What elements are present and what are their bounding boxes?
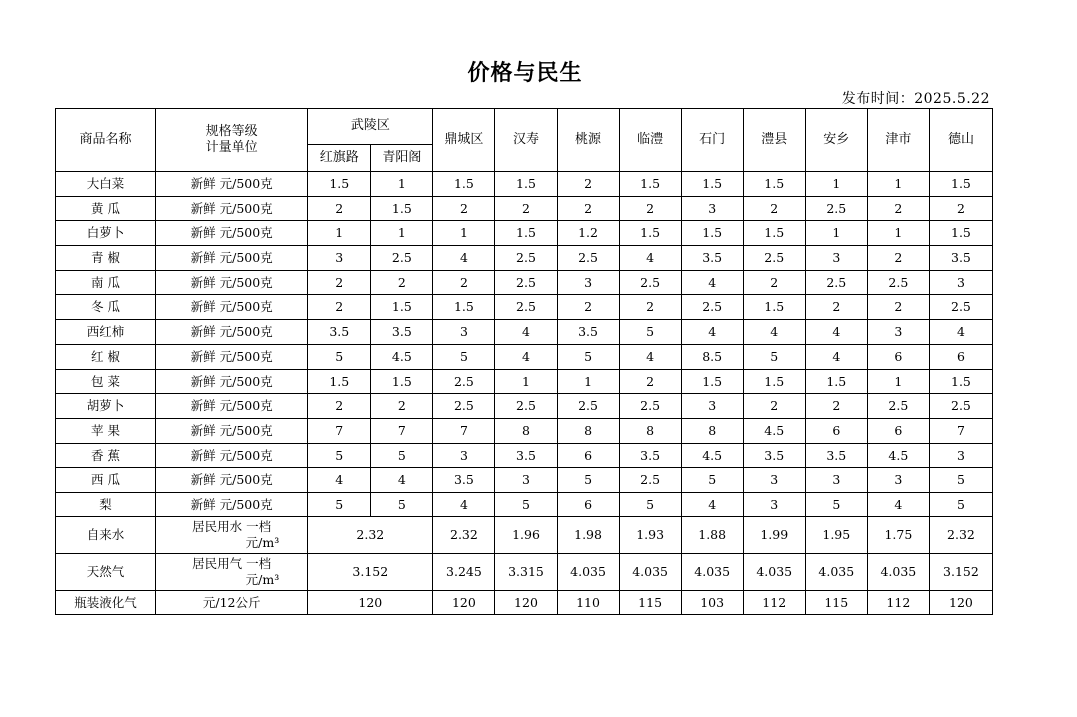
- cell-value: 3.5: [308, 320, 371, 345]
- cell-value: 2.5: [619, 270, 681, 295]
- cell-value: 8: [619, 418, 681, 443]
- cell-value: 4: [433, 246, 495, 271]
- cell-value: 5: [433, 344, 495, 369]
- cell-value: 1.5: [805, 369, 867, 394]
- cell-value: 2.32: [929, 516, 992, 553]
- cell-value: 6: [557, 443, 619, 468]
- row-spec: 新鲜 元/500克: [156, 270, 308, 295]
- cell-value: 112: [743, 590, 805, 614]
- row-name: 瓶装液化气: [56, 590, 156, 614]
- table-row: [56, 196, 993, 221]
- cell-value: 4: [929, 320, 992, 345]
- row-name: 红 椒: [56, 344, 156, 369]
- cell-value: 3: [495, 468, 557, 493]
- row-name: 自来水: [56, 516, 156, 553]
- row-spec: 新鲜 元/500克: [156, 246, 308, 271]
- row-spec: [156, 553, 308, 590]
- table-row: [56, 394, 993, 419]
- cell-value: 1.5: [433, 295, 495, 320]
- cell-value: 4: [495, 320, 557, 345]
- cell-value: 2: [619, 295, 681, 320]
- cell-value: 7: [371, 418, 433, 443]
- header-wuling: 武陵区: [308, 109, 433, 145]
- cell-value: 2: [371, 394, 433, 419]
- cell-value: 2: [308, 295, 371, 320]
- cell-value: 1.5: [619, 172, 681, 197]
- cell-value: 5: [308, 492, 371, 516]
- cell-merged-value: 2.32: [308, 516, 433, 553]
- table-row: [56, 492, 993, 516]
- header-region: 汉寿: [495, 109, 557, 172]
- cell-value: 4: [681, 270, 743, 295]
- cell-value: 112: [867, 590, 929, 614]
- cell-value: 120: [929, 590, 992, 614]
- cell-value: 2.5: [495, 270, 557, 295]
- cell-value: 1.5: [495, 172, 557, 197]
- cell-value: 5: [308, 443, 371, 468]
- cell-value: 2: [371, 270, 433, 295]
- cell-value: 3.5: [619, 443, 681, 468]
- cell-value: 2.5: [495, 295, 557, 320]
- cell-value: 2: [557, 196, 619, 221]
- cell-value: 2.5: [867, 270, 929, 295]
- cell-value: 1.5: [371, 196, 433, 221]
- cell-value: 120: [433, 590, 495, 614]
- row-spec-line1: 居民用气 一档: [192, 556, 272, 572]
- cell-value: 5: [743, 344, 805, 369]
- cell-value: 2: [743, 270, 805, 295]
- table-row: [56, 468, 993, 493]
- cell-value: 4: [371, 468, 433, 493]
- cell-value: 4: [867, 492, 929, 516]
- cell-value: 6: [805, 418, 867, 443]
- row-spec: 新鲜 元/500克: [156, 320, 308, 345]
- cell-value: 2: [557, 172, 619, 197]
- row-spec-unit: 元/m³: [245, 534, 280, 550]
- publish-time: 发布时间：2025.5.22: [841, 91, 990, 107]
- row-name: 大白菜: [56, 172, 156, 197]
- cell-value: 3: [433, 320, 495, 345]
- cell-value: 4.035: [805, 553, 867, 590]
- cell-value: 4.5: [681, 443, 743, 468]
- cell-value: 3: [805, 468, 867, 493]
- header-region: 安乡: [805, 109, 867, 172]
- cell-value: 2: [495, 196, 557, 221]
- row-spec: [156, 516, 308, 553]
- cell-value: 5: [619, 320, 681, 345]
- cell-value: 4: [805, 320, 867, 345]
- cell-value: 103: [681, 590, 743, 614]
- cell-value: 115: [619, 590, 681, 614]
- cell-value: 4: [743, 320, 805, 345]
- cell-value: 3.5: [371, 320, 433, 345]
- table-row: [56, 590, 993, 614]
- cell-value: 5: [308, 344, 371, 369]
- cell-value: 2.5: [805, 196, 867, 221]
- cell-value: 2: [867, 196, 929, 221]
- cell-merged-value: 3.152: [308, 553, 433, 590]
- cell-value: 2.5: [867, 394, 929, 419]
- header-region: 临澧: [619, 109, 681, 172]
- row-spec: 新鲜 元/500克: [156, 492, 308, 516]
- cell-value: 3: [743, 492, 805, 516]
- cell-value: 1: [867, 369, 929, 394]
- table-row: [56, 516, 993, 553]
- cell-value: 3.152: [929, 553, 992, 590]
- table-row: [56, 344, 993, 369]
- header-name: 商品名称: [56, 109, 156, 172]
- row-name: 包 菜: [56, 369, 156, 394]
- cell-value: 1: [371, 172, 433, 197]
- cell-value: 1.5: [308, 369, 371, 394]
- cell-value: 3: [681, 196, 743, 221]
- cell-value: 4: [619, 246, 681, 271]
- cell-value: 4.5: [743, 418, 805, 443]
- row-name: 香 蕉: [56, 443, 156, 468]
- cell-value: 2.5: [371, 246, 433, 271]
- cell-merged-value: 120: [308, 590, 433, 614]
- cell-value: 5: [557, 344, 619, 369]
- cell-value: 1.2: [557, 221, 619, 246]
- cell-value: 5: [495, 492, 557, 516]
- cell-value: 1.5: [433, 172, 495, 197]
- cell-value: 5: [929, 492, 992, 516]
- cell-value: 1.5: [371, 369, 433, 394]
- cell-value: 2.5: [619, 394, 681, 419]
- cell-value: 1.5: [743, 172, 805, 197]
- table-row: [56, 320, 993, 345]
- cell-value: 2: [308, 394, 371, 419]
- row-spec: 新鲜 元/500克: [156, 172, 308, 197]
- header-qingyangge: 青阳阁: [371, 145, 433, 172]
- cell-value: 1: [308, 221, 371, 246]
- cell-value: 3: [929, 443, 992, 468]
- table-row: [56, 172, 993, 197]
- cell-value: 1.88: [681, 516, 743, 553]
- header-hongqilu: 红旗路: [308, 145, 371, 172]
- cell-value: 4: [308, 468, 371, 493]
- row-name: 黄 瓜: [56, 196, 156, 221]
- table-row: [56, 553, 993, 590]
- header-region: 桃源: [557, 109, 619, 172]
- cell-value: 6: [557, 492, 619, 516]
- cell-value: 5: [681, 468, 743, 493]
- cell-value: 1: [805, 221, 867, 246]
- cell-value: 2: [867, 295, 929, 320]
- cell-value: 8: [557, 418, 619, 443]
- cell-value: 5: [371, 443, 433, 468]
- cell-value: 2.5: [681, 295, 743, 320]
- cell-value: 2: [743, 394, 805, 419]
- cell-value: 4.5: [371, 344, 433, 369]
- cell-value: 2.5: [495, 394, 557, 419]
- cell-value: 3: [743, 468, 805, 493]
- row-spec: 元/12公斤: [156, 590, 308, 614]
- cell-value: 2.5: [433, 369, 495, 394]
- price-table: [55, 108, 993, 615]
- cell-value: 5: [371, 492, 433, 516]
- cell-value: 5: [557, 468, 619, 493]
- cell-value: 4: [619, 344, 681, 369]
- cell-value: 2: [433, 196, 495, 221]
- cell-value: 1.99: [743, 516, 805, 553]
- cell-value: 4: [433, 492, 495, 516]
- cell-value: 3.5: [433, 468, 495, 493]
- cell-value: 4.5: [867, 443, 929, 468]
- cell-value: 1.5: [681, 221, 743, 246]
- cell-value: 3.5: [557, 320, 619, 345]
- cell-value: 8: [681, 418, 743, 443]
- header-region: 鼎城区: [433, 109, 495, 172]
- cell-value: 4.035: [557, 553, 619, 590]
- cell-value: 7: [308, 418, 371, 443]
- cell-value: 3.5: [681, 246, 743, 271]
- cell-value: 3.315: [495, 553, 557, 590]
- cell-value: 3: [867, 468, 929, 493]
- cell-value: 1: [805, 172, 867, 197]
- row-spec: 新鲜 元/500克: [156, 418, 308, 443]
- cell-value: 110: [557, 590, 619, 614]
- cell-value: 2: [929, 196, 992, 221]
- row-spec: 新鲜 元/500克: [156, 369, 308, 394]
- cell-value: 1.5: [619, 221, 681, 246]
- header-spec: [156, 109, 308, 172]
- cell-value: 2: [557, 295, 619, 320]
- cell-value: 7: [929, 418, 992, 443]
- cell-value: 3.5: [743, 443, 805, 468]
- cell-value: 1.5: [495, 221, 557, 246]
- cell-value: 1: [371, 221, 433, 246]
- row-spec: 新鲜 元/500克: [156, 344, 308, 369]
- cell-value: 115: [805, 590, 867, 614]
- cell-value: 1.95: [805, 516, 867, 553]
- cell-value: 4: [805, 344, 867, 369]
- table-row: [56, 221, 993, 246]
- cell-value: 2.32: [433, 516, 495, 553]
- row-spec-line1: 居民用水 一档: [192, 519, 272, 535]
- cell-value: 4: [681, 320, 743, 345]
- row-spec: 新鲜 元/500克: [156, 468, 308, 493]
- cell-value: 2.5: [433, 394, 495, 419]
- table-row: [56, 418, 993, 443]
- cell-value: 6: [867, 418, 929, 443]
- row-spec: 新鲜 元/500克: [156, 196, 308, 221]
- row-spec: 新鲜 元/500克: [156, 295, 308, 320]
- cell-value: 1.96: [495, 516, 557, 553]
- row-name: 青 椒: [56, 246, 156, 271]
- cell-value: 8: [495, 418, 557, 443]
- cell-value: 4.035: [867, 553, 929, 590]
- cell-value: 2.5: [743, 246, 805, 271]
- row-name: 白萝卜: [56, 221, 156, 246]
- cell-value: 3.5: [495, 443, 557, 468]
- cell-value: 3: [867, 320, 929, 345]
- cell-value: 2: [743, 196, 805, 221]
- cell-value: 1.5: [371, 295, 433, 320]
- cell-value: 2: [619, 369, 681, 394]
- cell-value: 4.035: [681, 553, 743, 590]
- cell-value: 3: [929, 270, 992, 295]
- cell-value: 4: [495, 344, 557, 369]
- page-title: 价格与民生: [467, 61, 583, 86]
- cell-value: 1.5: [681, 172, 743, 197]
- row-name: 南 瓜: [56, 270, 156, 295]
- cell-value: 3: [557, 270, 619, 295]
- cell-value: 2.5: [805, 270, 867, 295]
- cell-value: 5: [805, 492, 867, 516]
- cell-value: 1.75: [867, 516, 929, 553]
- cell-value: 2.5: [557, 394, 619, 419]
- row-name: 西 瓜: [56, 468, 156, 493]
- row-spec-unit: 元/m³: [245, 571, 280, 587]
- cell-value: 1.98: [557, 516, 619, 553]
- row-name: 梨: [56, 492, 156, 516]
- cell-value: 1.5: [681, 369, 743, 394]
- cell-value: 2.5: [495, 246, 557, 271]
- header-region: 澧县: [743, 109, 805, 172]
- header-spec-line1: 规格等级: [205, 123, 258, 139]
- row-spec: 新鲜 元/500克: [156, 394, 308, 419]
- cell-value: 2: [867, 246, 929, 271]
- cell-value: 120: [495, 590, 557, 614]
- cell-value: 3: [308, 246, 371, 271]
- cell-value: 2.5: [619, 468, 681, 493]
- cell-value: 1.5: [743, 295, 805, 320]
- row-spec: 新鲜 元/500克: [156, 221, 308, 246]
- cell-value: 1.93: [619, 516, 681, 553]
- row-spec: 新鲜 元/500克: [156, 443, 308, 468]
- cell-value: 1.5: [929, 172, 992, 197]
- cell-value: 2.5: [929, 394, 992, 419]
- cell-value: 1: [433, 221, 495, 246]
- cell-value: 2.5: [929, 295, 992, 320]
- cell-value: 2: [805, 394, 867, 419]
- cell-value: 1.5: [308, 172, 371, 197]
- cell-value: 3.245: [433, 553, 495, 590]
- cell-value: 3.5: [929, 246, 992, 271]
- cell-value: 3: [433, 443, 495, 468]
- cell-value: 5: [619, 492, 681, 516]
- cell-value: 1.5: [743, 369, 805, 394]
- header-region: 德山: [929, 109, 992, 172]
- cell-value: 1.5: [929, 369, 992, 394]
- header-spec-line2: 计量单位: [205, 140, 258, 155]
- cell-value: 6: [867, 344, 929, 369]
- table-row: [56, 246, 993, 271]
- cell-value: 2: [308, 196, 371, 221]
- header-region: 津市: [867, 109, 929, 172]
- cell-value: 1.5: [743, 221, 805, 246]
- row-name: 苹 果: [56, 418, 156, 443]
- row-name: 西红柿: [56, 320, 156, 345]
- table-row: [56, 270, 993, 295]
- table-row: [56, 295, 993, 320]
- row-name: 冬 瓜: [56, 295, 156, 320]
- cell-value: 2.5: [557, 246, 619, 271]
- cell-value: 3: [805, 246, 867, 271]
- cell-value: 3.5: [805, 443, 867, 468]
- cell-value: 1: [867, 221, 929, 246]
- cell-value: 3: [681, 394, 743, 419]
- cell-value: 8.5: [681, 344, 743, 369]
- header-region: 石门: [681, 109, 743, 172]
- cell-value: 2: [805, 295, 867, 320]
- cell-value: 4: [681, 492, 743, 516]
- row-name: 胡萝卜: [56, 394, 156, 419]
- cell-value: 2: [308, 270, 371, 295]
- row-name: 天然气: [56, 553, 156, 590]
- cell-value: 1: [867, 172, 929, 197]
- cell-value: 2: [619, 196, 681, 221]
- cell-value: 7: [433, 418, 495, 443]
- table-row: [56, 369, 993, 394]
- cell-value: 2: [433, 270, 495, 295]
- cell-value: 1.5: [929, 221, 992, 246]
- cell-value: 1: [495, 369, 557, 394]
- cell-value: 6: [929, 344, 992, 369]
- cell-value: 4.035: [619, 553, 681, 590]
- cell-value: 4.035: [743, 553, 805, 590]
- cell-value: 5: [929, 468, 992, 493]
- cell-value: 1: [557, 369, 619, 394]
- table-row: [56, 443, 993, 468]
